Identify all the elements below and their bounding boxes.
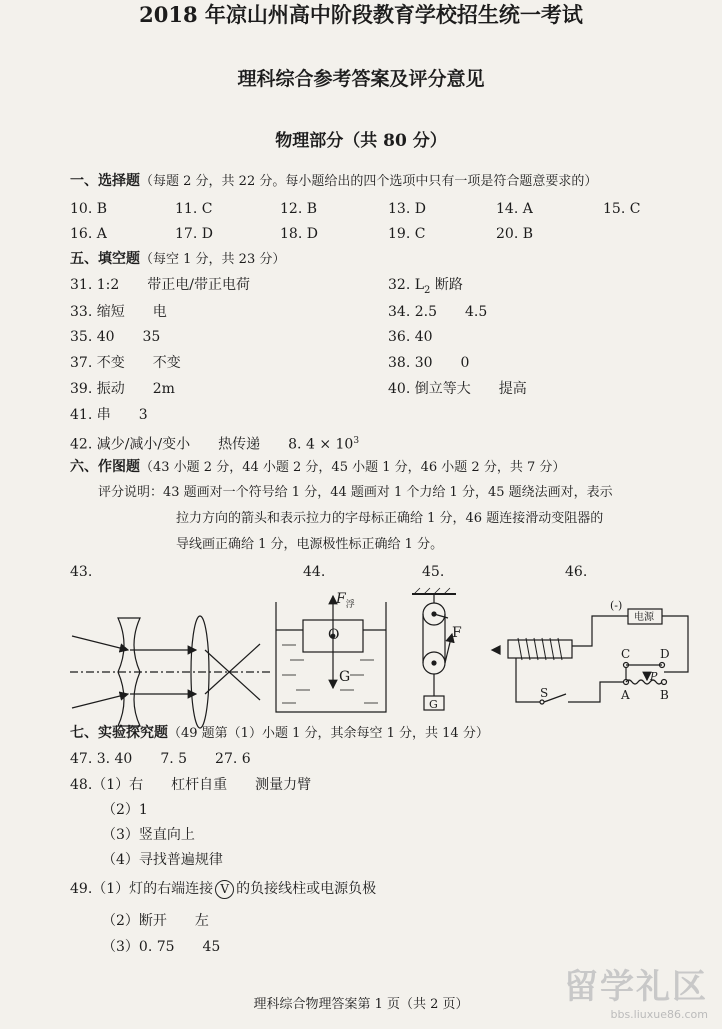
page-footer: 理科综合物理答案第 1 页（共 2 页）: [253, 997, 469, 1012]
figure-45-pulley: [412, 588, 456, 710]
fig46-p-label: P: [650, 670, 658, 683]
answer-49-1: 49.（1）灯的右端连接 V 的负接线柱或电源负极: [70, 881, 377, 897]
fill-header: 五、填空题（每空 1 分，共 23 分）: [70, 251, 286, 267]
answer-39: 39. 振动 2m: [70, 381, 175, 397]
fig45-weight-label: G: [429, 698, 438, 711]
answer-49-2: （2）断开 左: [102, 913, 209, 929]
answer-42: 42. 减少/减小/变小 热传递 8. $4 \times 10^3$: [70, 436, 360, 453]
voltmeter-symbol: V: [215, 880, 234, 899]
answer-38: 38. 30 0: [388, 355, 470, 371]
fig45-force-label: F: [452, 625, 462, 641]
answer-32: 32. $L_2$ 断路: [388, 277, 463, 296]
answer-48-4: （4）寻找普遍规律: [102, 852, 223, 868]
exam-title: 2018 年凉山州高中阶段教育学校招生统一考试: [139, 2, 583, 27]
answer-18: 18. D: [280, 226, 318, 242]
answer-40: 40. 倒立等大 提高: [388, 381, 527, 397]
fig46-source-label: 电源: [634, 612, 654, 623]
answer-35: 35. 40 35: [70, 329, 161, 345]
answer-20: 20. B: [496, 226, 534, 242]
fig46-switch-label: S: [540, 686, 549, 700]
figure-43-lenses: [70, 616, 272, 728]
answer-41: 41. 串 3: [70, 407, 148, 423]
answer-title: 理科综合参考答案及评分意见: [237, 68, 485, 90]
fig46-polarity-label: (-): [610, 599, 623, 612]
answer-15: 15. C: [603, 201, 641, 217]
answer-31: 31. 1:2 带正电/带正电荷: [70, 277, 250, 293]
label-45: 45.: [422, 564, 445, 580]
figure-44-buoyancy: [276, 596, 386, 712]
answer-10: 10. B: [70, 201, 108, 217]
site-watermark: 留学礼区 bbs.liuxue86.com: [564, 967, 708, 1021]
answer-19: 19. C: [388, 226, 426, 242]
answer-48-2: （2）1: [102, 802, 148, 818]
scoring-note-line2: 拉力方向的箭头和表示拉力的字母标正确给 1 分，46 题连接滑动变阻器的: [176, 511, 604, 526]
answer-47: 47. 3. 40 7. 5 27. 6: [70, 751, 251, 767]
fig46-c-label: C: [621, 647, 631, 661]
answer-17: 17. D: [175, 226, 213, 242]
label-46: 46.: [565, 564, 588, 580]
fig46-a-label: A: [621, 688, 630, 702]
answer-49-3: （3）0. 75 45: [102, 939, 221, 955]
drawing-header: 六、作图题（43 小题 2 分，44 小题 2 分，45 小题 1 分，46 小题 2 分，共 7 分）: [70, 459, 566, 475]
label-43: 43.: [70, 564, 93, 580]
fig46-d-label: D: [660, 647, 670, 661]
answer-12: 12. B: [280, 201, 318, 217]
answer-37: 37. 不变 不变: [70, 355, 181, 371]
fig44-buoyancy-label: $F_浮$: [336, 591, 355, 610]
answer-16: 16. A: [70, 226, 107, 242]
figure-46-circuit: [492, 609, 688, 704]
answer-33: 33. 缩短 电: [70, 304, 167, 320]
answer-14: 14. A: [496, 201, 533, 217]
answer-48-1: 48.（1）右 杠杆自重 测量力臂: [70, 777, 312, 793]
fig44-gravity-label: G: [339, 669, 351, 685]
choice-header: 一、选择题（每题 2 分，共 22 分。每小题给出的四个选项中只有一项是符合题意要求的）: [70, 173, 598, 189]
fig46-b-label: B: [660, 688, 669, 702]
answer-48-3: （3）竖直向上: [102, 827, 195, 843]
answer-36: 36. 40: [388, 329, 433, 345]
answer-34: 34. 2.5 4.5: [388, 304, 488, 320]
answer-11: 11. C: [175, 201, 213, 217]
section-title: 物理部分（共 80 分）: [275, 131, 447, 151]
answer-13: 13. D: [388, 201, 426, 217]
experiment-header: 七、实验探究题（49 题第（1）小题 1 分，其余每空 1 分，共 14 分）: [70, 725, 489, 741]
scoring-note-line1: 评分说明：43 题画对一个符号给 1 分，44 题画对 1 个力给 1 分，45 题绕法画对，表示: [98, 485, 613, 500]
scoring-note-line3: 导线画正确给 1 分，电源极性标正确给 1 分。: [176, 537, 444, 552]
fig44-center-label: O: [328, 627, 340, 643]
label-44: 44.: [303, 564, 326, 580]
